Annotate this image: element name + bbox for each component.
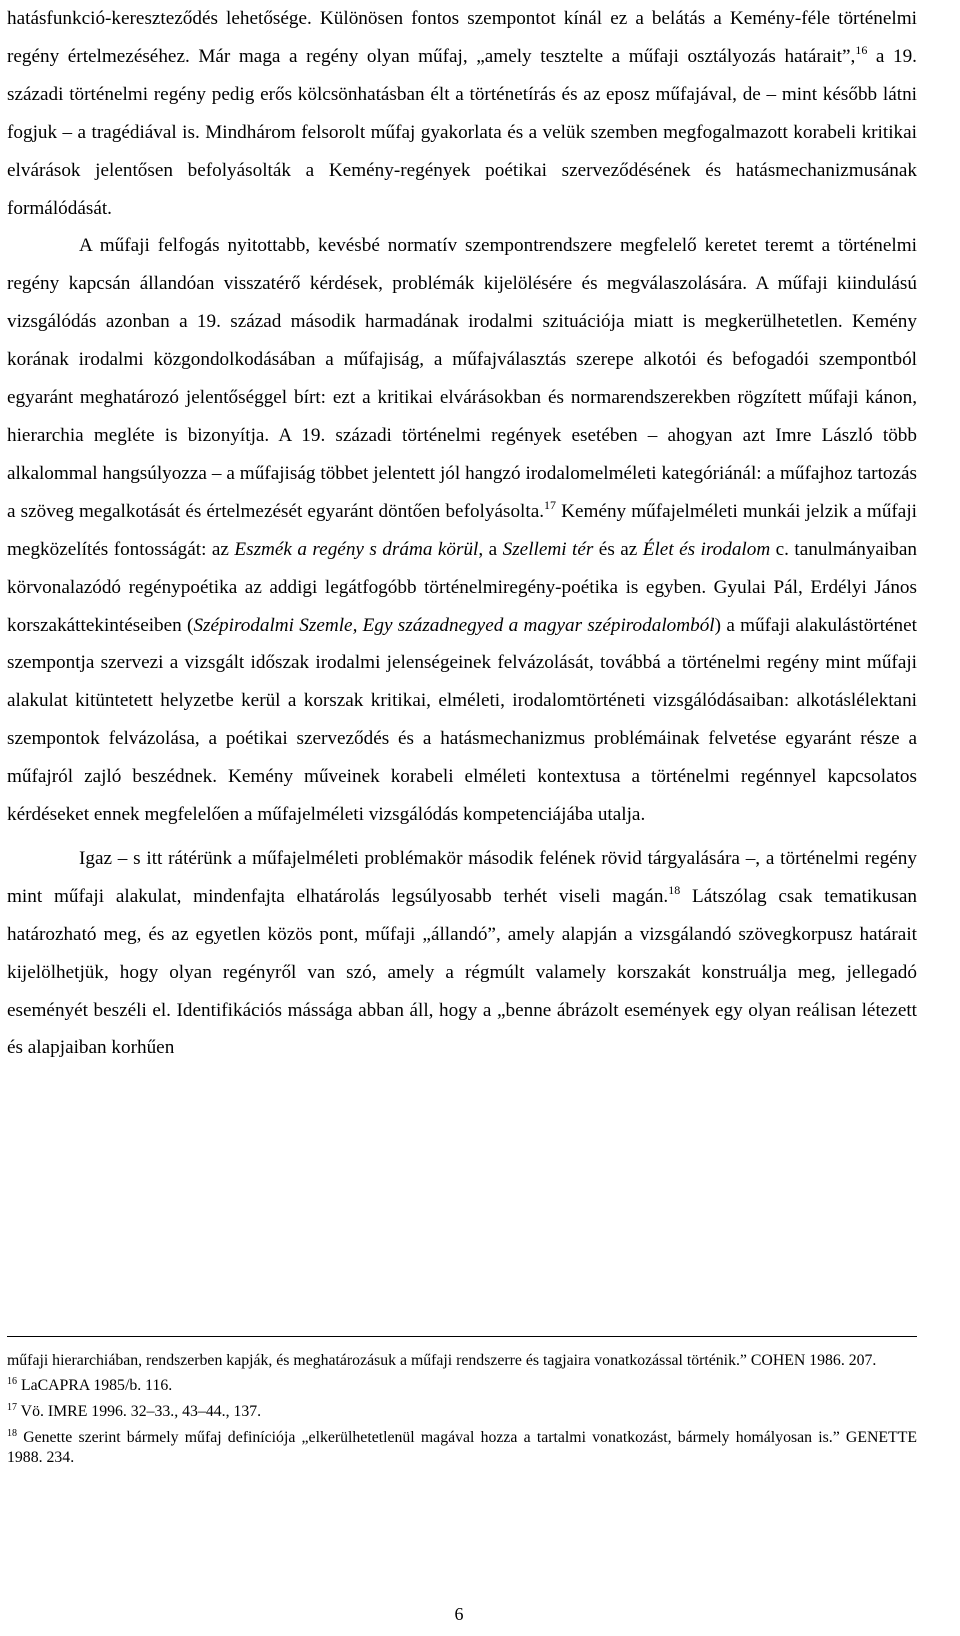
footnote-ref: 17	[544, 497, 557, 512]
footnote	[7, 1376, 917, 1396]
footnote-text: Vö. IMRE 1996. 32–33., 43–44., 137.	[17, 1403, 262, 1420]
footnote-number: 18	[7, 1428, 17, 1439]
footnote-number: 16	[7, 1376, 17, 1387]
italic-title: Eszmék a regény s dráma körül	[234, 538, 479, 560]
footnote-text: műfaji hierarchiában, rendszerben kapják, és meghatározásuk a műfaji rendszerre és tagjaira vonatkozással történik.” COHEN 1986. 207.	[7, 1352, 877, 1369]
text-run: Kemény műfajelméleti munkái jelzik a műfaji megközelítés fontosságát: az	[7, 500, 917, 560]
text-run: c. tanulmányaiban körvonalazódó regénypoétika az addigi legátfogóbb történelmiregény-poétika is egyben. Gyulai Pál, Erdélyi János korszakáttekintéseiben (	[7, 538, 917, 636]
footnote-text: Genette szerint bármely műfaj definíciója „elkerülhetetlenül magával hozza a tartalmi vonatkozást, bármely homályosan is.” GENETTE 1988. 234.	[7, 1429, 917, 1466]
footnote	[7, 1402, 917, 1422]
text-run: Látszólag csak tematikusan határozható meg, és az egyetlen közös pont, műfaji „állandó”, amely alapján a vizsgálandó szövegkorpusz határait kijelölhetjük, hogy olyan regényről van szó, amely a régmúlt valamely korszakát konstruálja meg, jellegadó eseményét beszéli el. Identifikációs mássága abban áll, hogy a „benne ábrázolt események egy olyan reálisan létezett és alapjaiban korhűen	[7, 885, 917, 1059]
footnote-ref: 18	[668, 882, 681, 897]
body-text	[7, 0, 917, 1067]
text-run: A műfaji felfogás nyitottabb, kevésbé normatív szempontrendszere megfelelő keretet teremt a történelmi regény kapcsán állandóan visszatérő kérdések, problémák kijelölésére és megválaszolására. A műfaji kiindulású vizsgálódás azonban a 19. század második harmadának irodalmi szituációja miatt is megkerülhetetlen. Kemény korának irodalmi közgondolkodásában a műfajiság, a műfajválasztás szerepe alkotói és befogadói szempontból egyaránt meghatározó jelentőséggel bírt: ezt a kritikai elvárásokban és normarendszerekben rögzített műfaji kánon, hierarchia megléte is bizonyítja. A 19. századi történelmi regények esetében – ahogyan azt Imre László több alkalommal hangsúlyozza – a műfajiság többet jelentett jól hangzó irodalomelméleti kategóriánál: a műfajhoz tartozás a szöveg megalkotását és értelmezését egyaránt döntően befolyásolta.	[7, 235, 917, 522]
footnote-text: LaCAPRA 1985/b. 116.	[17, 1377, 173, 1394]
text-run: Igaz – s itt rátérünk a műfajelméleti problémakör második felének rövid tárgyalására –, a történelmi regény mint műfaji alakulat, mindenfajta elhatárolás legsúlyosabb terhét viseli magán.	[7, 847, 917, 907]
text-run: hatásfunkció-kereszteződés lehetősége. Különösen fontos szempontot kínál ez a belátás a Kemény-féle történelmi regény értelmezéséhez. Már maga a regény olyan műfaj, „amely tesztelte a műfaji osztályozás határait”,	[7, 8, 917, 67]
footnote-number: 17	[7, 1402, 17, 1413]
footnotes	[7, 1351, 917, 1474]
italic-title: Szépirodalmi Szemle, Egy századnegyed a magyar szépirodalomból	[193, 614, 715, 636]
page-number: 6	[454, 1604, 464, 1624]
paragraph	[7, 227, 917, 834]
footnote-ref: 16	[855, 42, 868, 57]
text-run: és az	[593, 538, 643, 560]
paragraph	[7, 0, 917, 227]
paragraph	[7, 840, 917, 1067]
italic-title: Élet és irodalom	[642, 538, 771, 560]
footnote-separator	[7, 1336, 917, 1337]
footnote	[7, 1428, 917, 1468]
text-run: ) a műfaji alakulástörténet szempontja szervezi a vizsgált időszak irodalmi jelenségeinek felvázolását, továbbá a történelmi regény mint műfaji alakulat kitüntetett helyzetbe kerül a korszak kritikai, elméleti, irodalomtörténeti vizsgálódásaiban: alkotáslélektani szempontok felvázolása, a poétikai szerveződés és a hatásmechanizmus problémáinak felvetése egyaránt része a műfajról zajló beszédnek. Kemény műveinek korabeli elméleti kontextusa a történelmi regénnyel kapcsolatos kérdéseket ennek megfelelően a műfajelméleti vizsgálódás kompetenciájába utalja.	[7, 614, 917, 826]
text-run: , a	[478, 538, 503, 560]
text-run: a 19. századi történelmi regény pedig erős kölcsönhatásban élt a történetírás és az eposz műfajával, de – mint később látni fogjuk – a tragédiával is. Mindhárom felsorolt műfaj gyakorlata és a velük szemben megfogalmazott korabeli kritikai elvárások jelentősen befolyásolták a Kemény-regények poétikai szerveződésének és hatásmechanizmusának formálódását.	[7, 45, 917, 219]
footnote	[7, 1351, 917, 1371]
italic-title: Szellemi tér	[502, 538, 594, 560]
